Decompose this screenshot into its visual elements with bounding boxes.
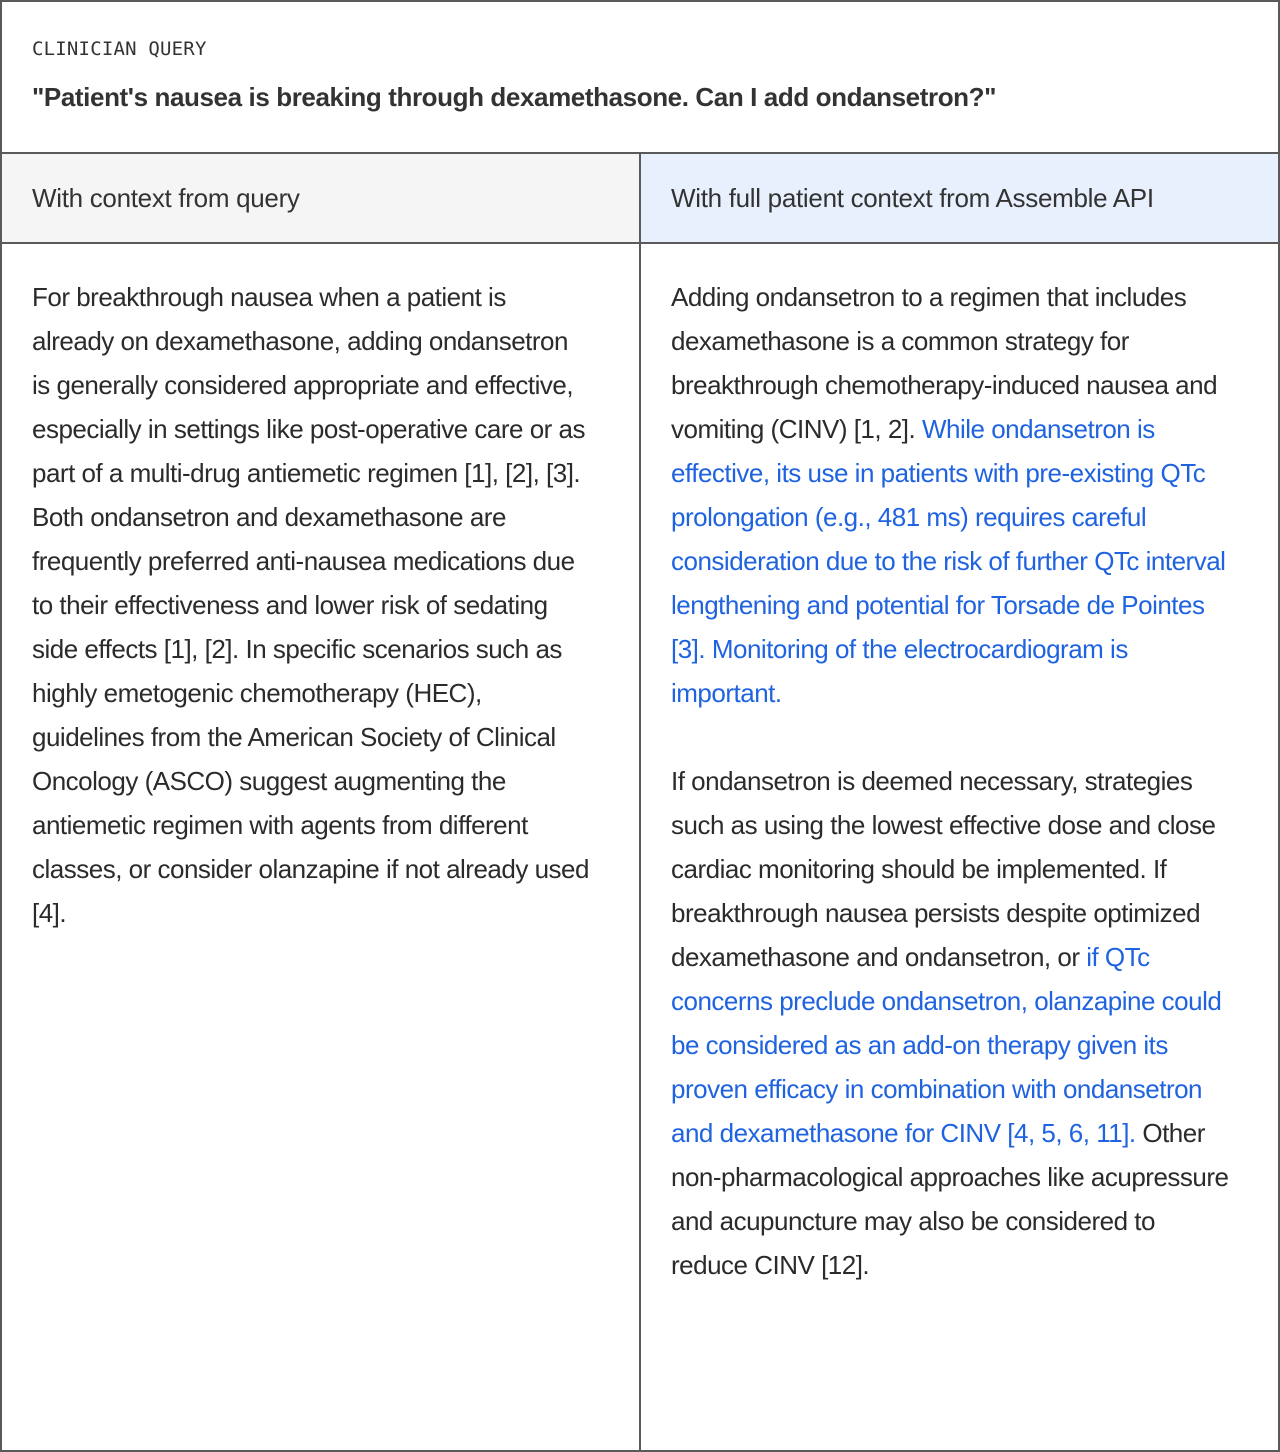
left-column-header: With context from query [2, 154, 641, 242]
left-answer-text: For breakthrough nausea when a patient is already on dexamethasone, adding ondansetron is generally considered appropriate and effective, especially in settings like post-operative care or as part of a multi-drug antiemetic regimen [1], [2], [3]. Both ondansetron and dexamethasone are frequently preferred anti-nausea medications due to their effectiveness and lower risk of sedating side effects [1], [2]. In specific scenarios such as highly emetogenic chemotherapy (HEC), guidelines from the American Society of Clinical Oncology (ASCO) suggest augmenting the antiemetic regimen with agents from different classes, or consider olanzapine if not already used [4]. [32, 282, 589, 928]
left-column-body [2, 244, 641, 1450]
query-label: CLINICIAN QUERY [32, 38, 207, 60]
query-section [2, 2, 1278, 154]
column-bodies [2, 244, 1278, 1450]
highlighted-text: While ondansetron is effective, its use in patients with pre-existing QTc prolongation (e.g., 481 ms) requires careful consideration due to the risk of further QTc interval lengthening and potential for Torsade de Pointes [3]. Monitoring of the electrocardiogram is important. [671, 414, 1226, 708]
right-answer-paragraph-1 [671, 275, 1234, 715]
right-column-body [641, 244, 1278, 1450]
right-answer-paragraph-2 [671, 759, 1234, 1287]
highlighted-text: if QTc concerns preclude ondansetron, olanzapine could be considered as an add-on therapy given its proven efficacy in combination with ondansetron and dexamethasone for CINV [4, 5, 6, 11]. [671, 942, 1222, 1148]
plain-text: Adding ondansetron to a regimen that includes dexamethasone is a common strategy for breakthrough chemotherapy-induced nausea and vomiting (CINV) [1, 2]. [671, 282, 1218, 444]
column-headers [2, 154, 1278, 244]
plain-text: Other non-pharmacological approaches like acupressure and acupuncture may also be considered to reduce CINV [12]. [671, 1118, 1229, 1280]
plain-text: If ondansetron is deemed necessary, strategies such as using the lowest effective dose and close cardiac monitoring should be implemented. If breakthrough nausea persists despite optimized dexamethasone and ondansetron, or [671, 766, 1216, 972]
query-text: "Patient's nausea is breaking through dexamethasone. Can I add ondansetron?" [32, 82, 997, 112]
right-column-header: With full patient context from Assemble API [641, 154, 1278, 242]
